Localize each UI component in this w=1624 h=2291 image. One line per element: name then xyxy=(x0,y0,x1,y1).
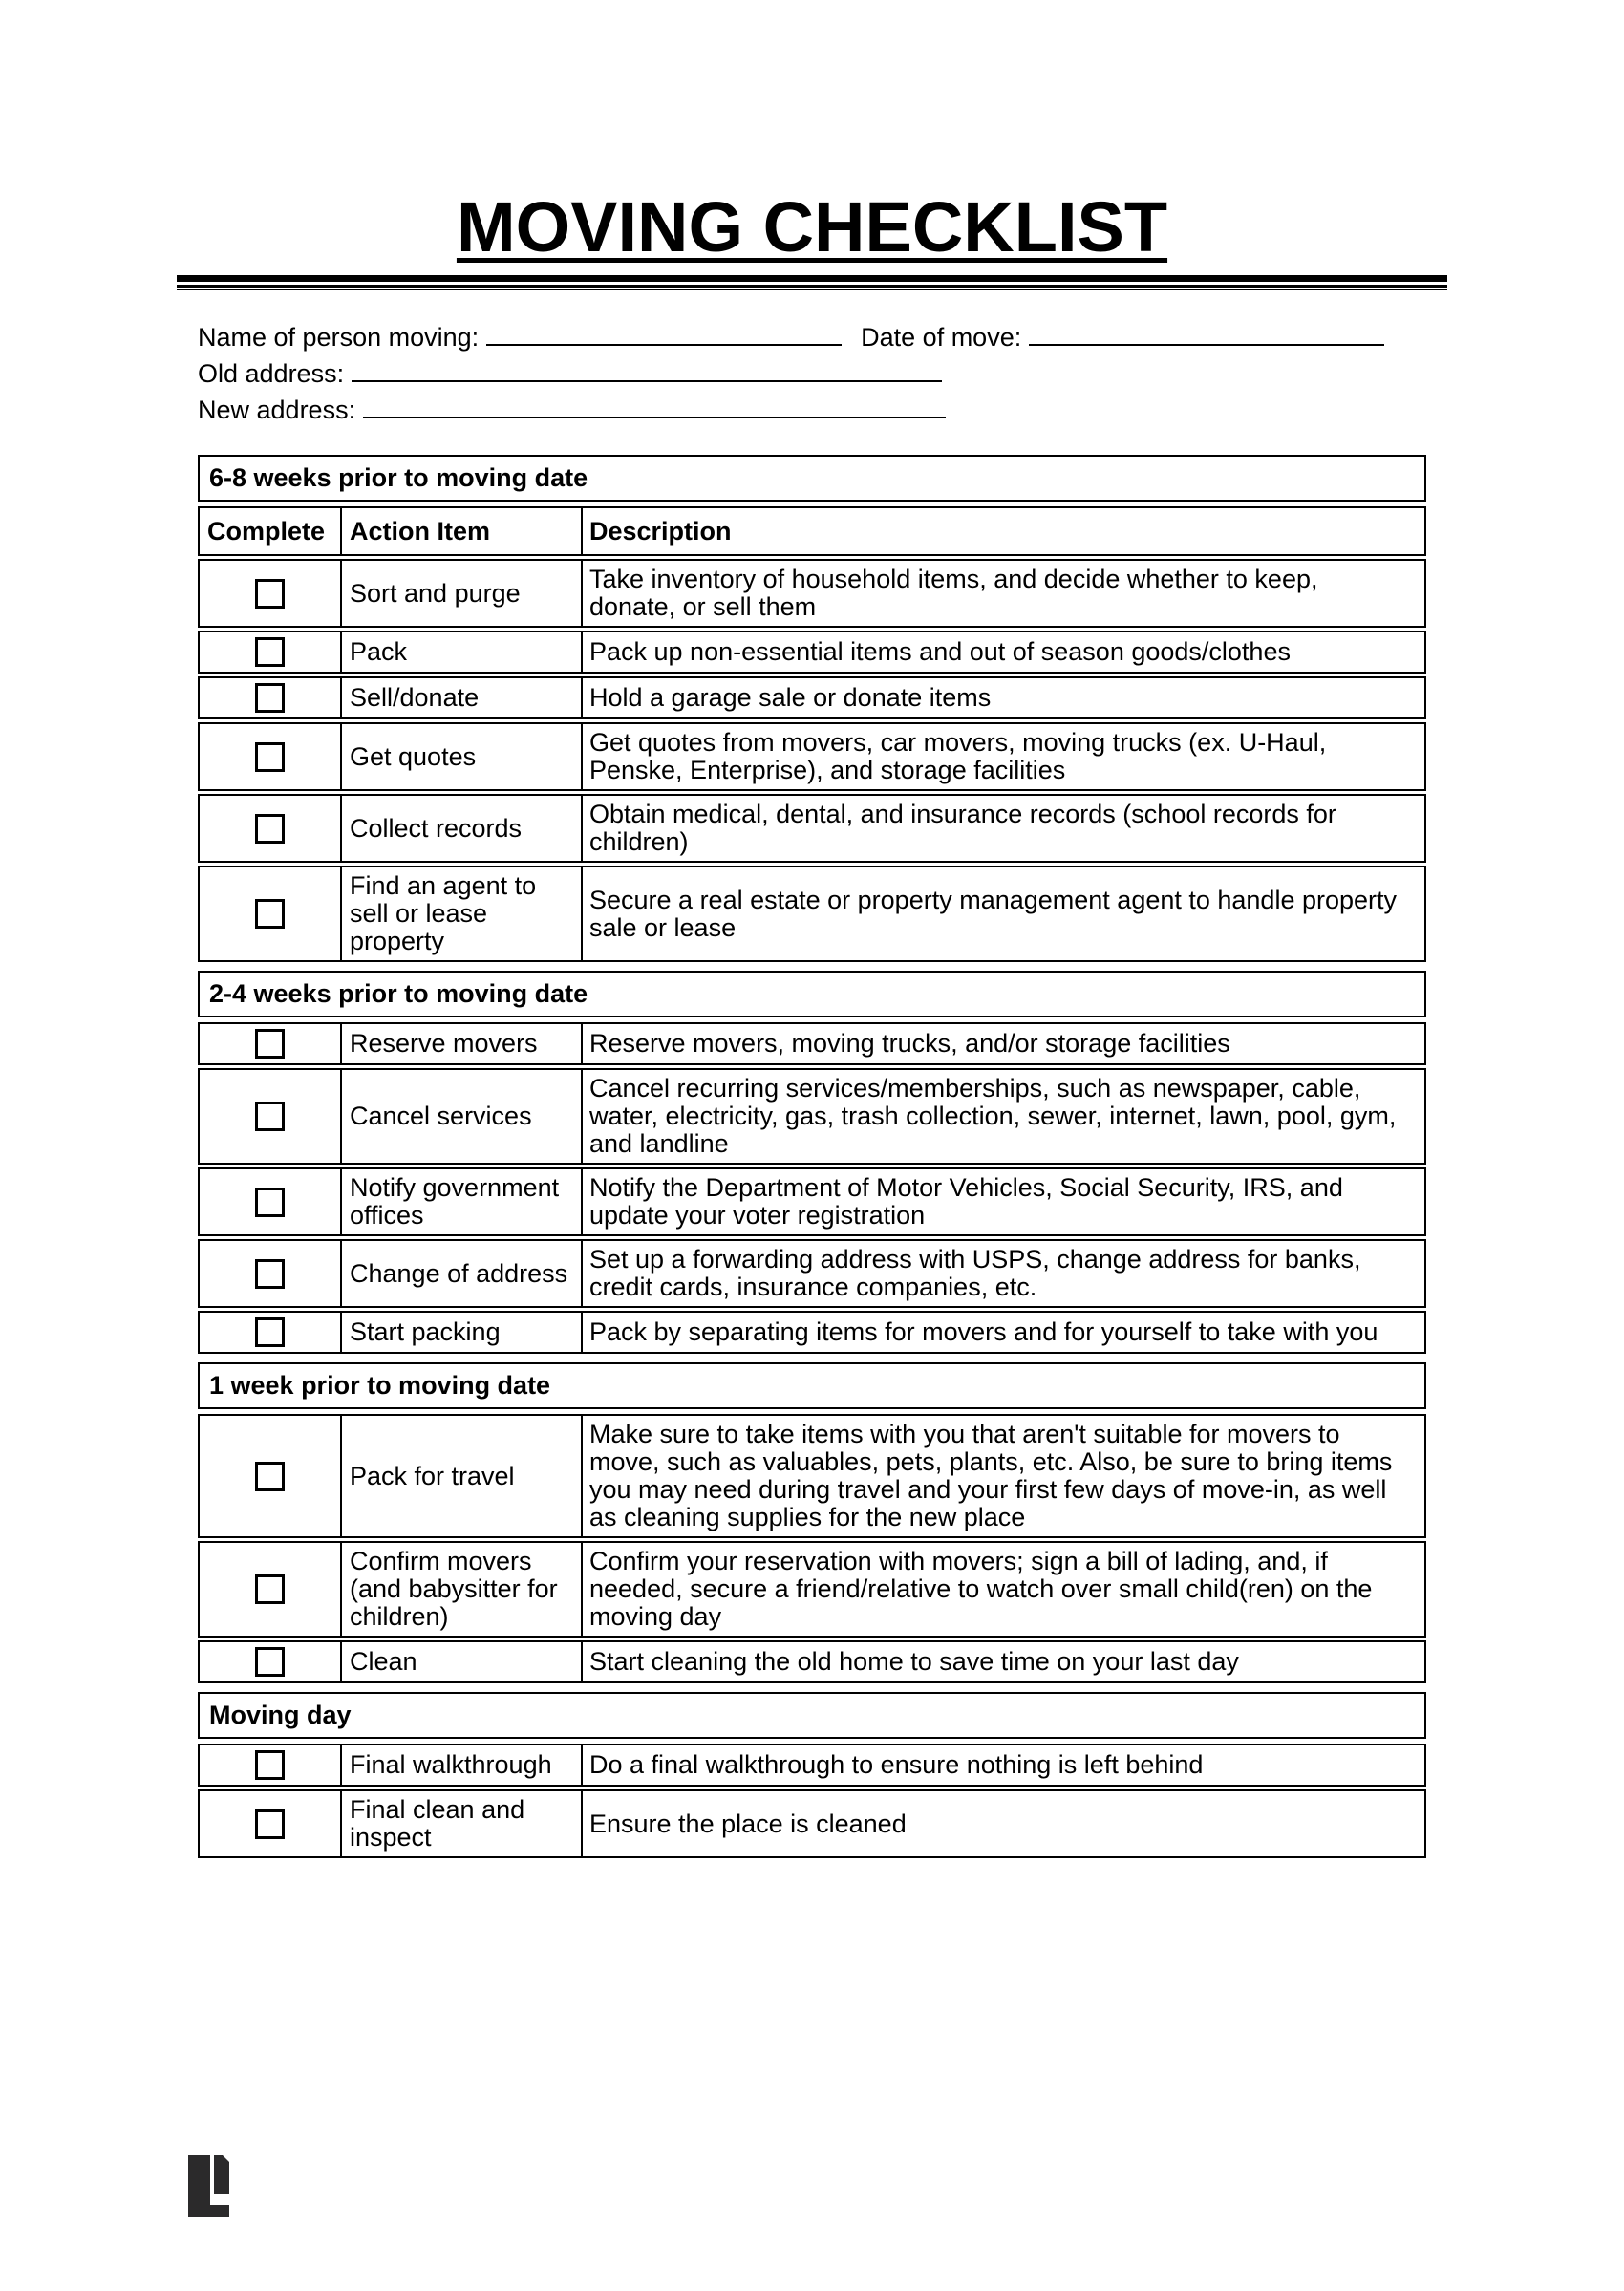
description-cell: Confirm your reservation with movers; sign a bill of lading, and, if needed, secure a friend/relative to watch over small child(ren) on the moving day xyxy=(589,1547,1373,1631)
complete-checkbox[interactable] xyxy=(255,1574,285,1604)
table-row xyxy=(198,559,1426,628)
action-item-cell: Reserve movers xyxy=(342,1024,583,1063)
table-row xyxy=(198,794,1426,863)
action-item-cell: Start packing xyxy=(342,1313,583,1352)
complete-cell xyxy=(200,1791,342,1856)
table-row xyxy=(198,1311,1426,1354)
new-address-input-line[interactable] xyxy=(363,388,946,418)
table-row xyxy=(198,722,1426,791)
old-address-input-line[interactable] xyxy=(352,352,942,382)
complete-checkbox[interactable] xyxy=(255,637,285,667)
complete-cell xyxy=(200,632,342,672)
complete-checkbox[interactable] xyxy=(255,683,285,713)
action-item-cell: Pack xyxy=(342,632,583,672)
complete-checkbox[interactable] xyxy=(255,1188,285,1217)
legal-templates-logo xyxy=(188,2155,229,2217)
name-input-line[interactable] xyxy=(486,315,842,346)
table-row xyxy=(198,866,1426,962)
checklist-section xyxy=(198,1362,1426,1683)
title-divider xyxy=(177,275,1447,290)
description-cell: Ensure the place is cleaned xyxy=(589,1809,907,1838)
table-row xyxy=(198,1640,1426,1683)
complete-cell xyxy=(200,724,342,789)
action-item-cell: Final walkthrough xyxy=(342,1745,583,1785)
complete-checkbox[interactable] xyxy=(255,579,285,609)
complete-cell xyxy=(200,1169,342,1234)
complete-checkbox[interactable] xyxy=(255,1462,285,1491)
table-row xyxy=(198,631,1426,674)
section-title: 2-4 weeks prior to moving date xyxy=(198,971,1426,1017)
action-item-cell: Find an agent to sell or lease property xyxy=(342,867,583,960)
complete-checkbox[interactable] xyxy=(255,1809,285,1839)
complete-cell xyxy=(200,678,342,717)
action-item-cell: Collect records xyxy=(342,796,583,861)
new-address-label: New address: xyxy=(198,396,356,424)
section-rows xyxy=(198,1022,1426,1354)
description-cell: Do a final walkthrough to ensure nothing is left behind xyxy=(589,1750,1204,1779)
complete-cell xyxy=(200,1745,342,1785)
complete-checkbox[interactable] xyxy=(255,742,285,772)
checklist-section xyxy=(198,1692,1426,1858)
complete-checkbox[interactable] xyxy=(255,1317,285,1347)
description-cell: Make sure to take items with you that aren't suitable for movers to move, such as valuables, pets, plants, etc. Also, be sure to bring items you may need during travel and your first few days of move-in, as well as cleaning supplies for the new place xyxy=(589,1420,1393,1531)
description-cell: Notify the Department of Motor Vehicles, Social Security, IRS, and update your voter registration xyxy=(589,1173,1343,1230)
checklist xyxy=(198,455,1426,1858)
complete-cell xyxy=(200,1543,342,1636)
table-row xyxy=(198,1789,1426,1858)
action-item-cell: Get quotes xyxy=(342,724,583,789)
complete-cell xyxy=(200,561,342,626)
complete-checkbox[interactable] xyxy=(255,1750,285,1780)
section-title: Moving day xyxy=(198,1692,1426,1739)
action-item-cell: Cancel services xyxy=(342,1070,583,1163)
action-item-cell: Pack for travel xyxy=(342,1416,583,1536)
description-cell: Set up a forwarding address with USPS, change address for banks, credit cards, insurance companies, etc. xyxy=(589,1245,1361,1301)
complete-checkbox[interactable] xyxy=(255,1102,285,1131)
complete-cell xyxy=(200,867,342,960)
name-and-date-line xyxy=(198,315,1426,352)
header-form xyxy=(198,315,1426,424)
complete-cell xyxy=(200,1642,342,1681)
description-cell: Start cleaning the old home to save time on your last day xyxy=(589,1647,1239,1676)
complete-cell xyxy=(200,1241,342,1306)
checklist-section xyxy=(198,455,1426,962)
complete-cell xyxy=(200,1416,342,1536)
table-header-row xyxy=(198,506,1426,556)
action-item-cell: Sort and purge xyxy=(342,561,583,626)
description-cell: Cancel recurring services/memberships, such as newspaper, cable, water, electricity, gas, trash collection, sewer, internet, lawn, pool, gym, and landline xyxy=(589,1074,1397,1158)
action-item-cell: Final clean and inspect xyxy=(342,1791,583,1856)
table-row xyxy=(198,1541,1426,1638)
section-rows xyxy=(198,1744,1426,1858)
section-rows xyxy=(198,1414,1426,1683)
action-item-cell: Change of address xyxy=(342,1241,583,1306)
section-rows xyxy=(198,559,1426,962)
action-item-cell: Confirm movers (and babysitter for children) xyxy=(342,1543,583,1636)
description-cell: Take inventory of household items, and decide whether to keep, donate, or sell them xyxy=(589,565,1318,621)
checklist-section xyxy=(198,971,1426,1354)
description-cell: Secure a real estate or property management agent to handle property sale or lease xyxy=(589,885,1398,942)
new-address-line xyxy=(198,388,1426,424)
complete-cell xyxy=(200,1313,342,1352)
complete-cell xyxy=(200,1070,342,1163)
date-group xyxy=(861,315,1384,353)
action-item-cell: Sell/donate xyxy=(342,678,583,717)
table-row xyxy=(198,1414,1426,1538)
description-cell: Reserve movers, moving trucks, and/or storage facilities xyxy=(589,1029,1230,1058)
complete-checkbox[interactable] xyxy=(255,1029,285,1059)
complete-cell xyxy=(200,796,342,861)
action-item-cell: Clean xyxy=(342,1642,583,1681)
complete-checkbox[interactable] xyxy=(255,1647,285,1677)
action-item-cell: Notify government offices xyxy=(342,1169,583,1234)
complete-checkbox[interactable] xyxy=(255,899,285,929)
section-title: 6-8 weeks prior to moving date xyxy=(198,455,1426,502)
old-address-label: Old address: xyxy=(198,359,345,388)
page-title: MOVING CHECKLIST xyxy=(456,187,1168,267)
section-title: 1 week prior to moving date xyxy=(198,1362,1426,1409)
description-cell: Get quotes from movers, car movers, moving trucks (ex. U-Haul, Penske, Enterprise), and storage facilities xyxy=(589,728,1327,784)
table-row xyxy=(198,1167,1426,1236)
name-label: Name of person moving: xyxy=(198,323,480,352)
date-input-line[interactable] xyxy=(1029,315,1384,346)
description-cell: Pack up non-essential items and out of season goods/clothes xyxy=(589,637,1291,666)
column-header-description: Description xyxy=(589,516,732,546)
description-cell: Obtain medical, dental, and insurance records (school records for children) xyxy=(589,800,1336,856)
description-cell: Pack by separating items for movers and for yourself to take with you xyxy=(589,1317,1378,1346)
complete-cell xyxy=(200,1024,342,1063)
table-row xyxy=(198,1068,1426,1165)
complete-checkbox[interactable] xyxy=(255,1259,285,1289)
table-row xyxy=(198,1744,1426,1787)
table-row xyxy=(198,1239,1426,1308)
column-header-complete: Complete xyxy=(200,508,342,554)
table-row xyxy=(198,676,1426,719)
description-cell: Hold a garage sale or donate items xyxy=(589,683,992,712)
date-label: Date of move: xyxy=(861,323,1022,352)
table-row xyxy=(198,1022,1426,1065)
old-address-line xyxy=(198,352,1426,388)
column-header-action-item: Action Item xyxy=(342,508,583,554)
complete-checkbox[interactable] xyxy=(255,814,285,844)
